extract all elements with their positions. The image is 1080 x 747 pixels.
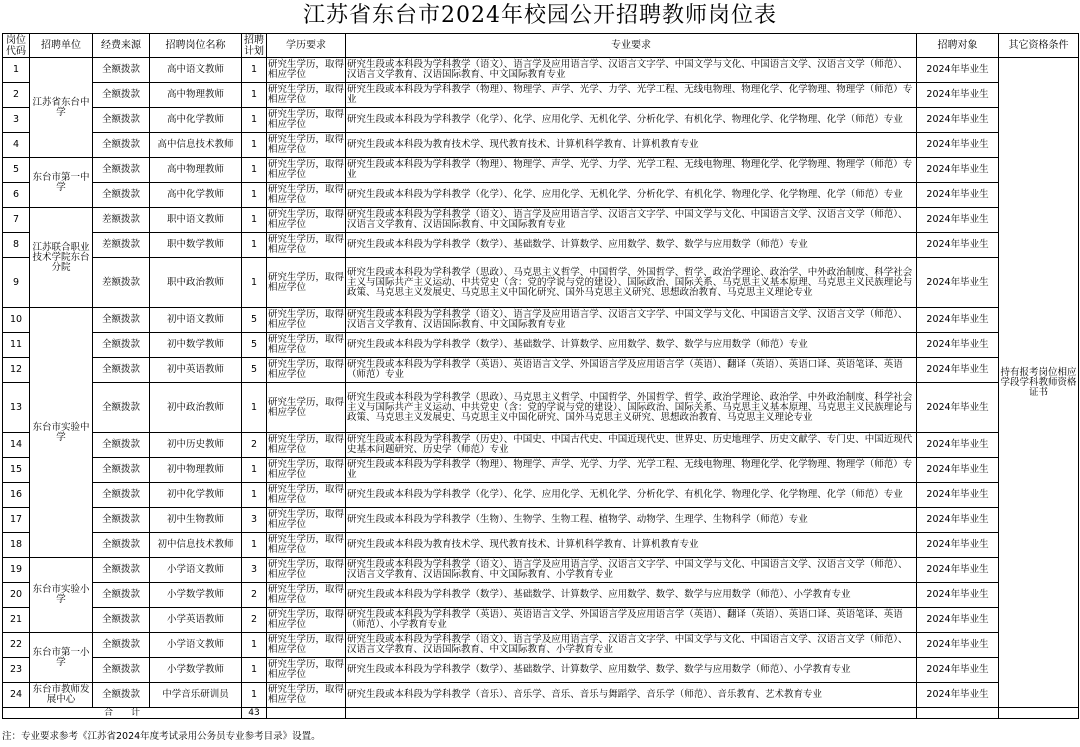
table-row [3,58,1079,83]
cell-post: 小学数学教师 [150,658,242,683]
cell-post: 小学语文教师 [150,633,242,658]
total-empty-edu [267,708,346,719]
table-row [3,633,1079,658]
cell-major: 研究生段或本科段为学科教学（语文）、语言学及应用语言学、汉语言文字学、中国文学与文化、中国语言文学、汉语言文学（师范）、汉语言文学教育、汉语国际教育、中文国际教育专业 [346,308,917,333]
cell-code: 11 [3,333,30,358]
cell-code: 20 [3,583,30,608]
cell-edu: 研究生学历，取得相应学位 [267,358,346,383]
table-row [3,358,1079,383]
cell-unit: 东台市教师发展中心 [30,683,93,708]
table-row [3,533,1079,558]
cell-post: 中学音乐研训员 [150,683,242,708]
header-plan: 招聘计划 [242,34,267,58]
cell-plan: 3 [242,558,267,583]
cell-edu: 研究生学历，取得相应学位 [267,233,346,258]
cell-code: 18 [3,533,30,558]
cell-major: 研究生段或本科段为学科教学（数学）、基础数学、计算数学、应用数学、数学、数学与应用数学（师范）专业 [346,333,917,358]
cell-fund: 全额拨款 [93,158,150,183]
table-row [3,208,1079,233]
cell-code: 23 [3,658,30,683]
cell-plan: 1 [242,158,267,183]
table-row [3,583,1079,608]
cell-unit: 东台市实验中学 [30,308,93,558]
footnote: 注：专业要求参考《江苏省2024年度考试录用公务员专业参考目录》设置。 [2,731,321,742]
cell-target: 2024年毕业生 [917,608,999,633]
cell-fund: 全额拨款 [93,308,150,333]
cell-post: 小学数学教师 [150,583,242,608]
cell-target: 2024年毕业生 [917,533,999,558]
total-label: 合 计 [3,708,242,719]
cell-fund: 差额拨款 [93,208,150,233]
cell-fund: 全额拨款 [93,483,150,508]
cell-code: 17 [3,508,30,533]
cell-target: 2024年毕业生 [917,233,999,258]
table-row [3,483,1079,508]
cell-plan: 1 [242,483,267,508]
total-empty-major [346,708,917,719]
cell-code: 13 [3,383,30,433]
cell-code: 12 [3,358,30,383]
cell-edu: 研究生学历，取得相应学位 [267,208,346,233]
cell-code: 21 [3,608,30,633]
cell-major: 研究生段或本科段为学科教学（音乐）、音乐学、音乐、音乐与舞蹈学、音乐学（师范）、音乐教育、艺术教育专业 [346,683,917,708]
cell-fund: 全额拨款 [93,658,150,683]
cell-edu: 研究生学历，取得相应学位 [267,83,346,108]
header-code: 岗位代码 [3,34,30,58]
cell-plan: 1 [242,683,267,708]
total-empty-other [999,708,1079,719]
recruitment-table [2,33,1079,719]
cell-post: 职中语文教师 [150,208,242,233]
cell-post: 高中信息技术教师 [150,133,242,158]
header-edu: 学历要求 [267,34,346,58]
cell-post: 职中政治教师 [150,258,242,308]
cell-plan: 1 [242,83,267,108]
cell-edu: 研究生学历，取得相应学位 [267,583,346,608]
cell-major: 研究生段或本科段为学科教学（历史）、中国史、中国古代史、中国近现代史、世界史、历史地理学、历史文献学、专门史、中国近现代史基本问题研究、历史学（师范）专业 [346,433,917,458]
cell-code: 6 [3,183,30,208]
cell-post: 职中数学教师 [150,233,242,258]
cell-target: 2024年毕业生 [917,333,999,358]
cell-plan: 1 [242,458,267,483]
cell-code: 15 [3,458,30,483]
cell-edu: 研究生学历，取得相应学位 [267,383,346,433]
cell-post: 初中化学教师 [150,483,242,508]
cell-edu: 研究生学历，取得相应学位 [267,333,346,358]
cell-target: 2024年毕业生 [917,433,999,458]
cell-fund: 全额拨款 [93,183,150,208]
header-target: 招聘对象 [917,34,999,58]
table-row [3,658,1079,683]
cell-plan: 1 [242,383,267,433]
cell-edu: 研究生学历，取得相应学位 [267,683,346,708]
cell-fund: 全额拨款 [93,333,150,358]
table-row [3,258,1079,308]
cell-post: 高中化学教师 [150,108,242,133]
cell-fund: 全额拨款 [93,83,150,108]
cell-code: 7 [3,208,30,233]
cell-edu: 研究生学历，取得相应学位 [267,608,346,633]
cell-post: 初中生物教师 [150,508,242,533]
cell-edu: 研究生学历，取得相应学位 [267,58,346,83]
cell-code: 8 [3,233,30,258]
cell-target: 2024年毕业生 [917,108,999,133]
cell-edu: 研究生学历，取得相应学位 [267,308,346,333]
cell-target: 2024年毕业生 [917,583,999,608]
total-empty-target [917,708,999,719]
cell-major: 研究生段或本科段为学科教学（数学）、基础数学、计算数学、应用数学、数学、数学与应用数学（师范）、小学教育专业 [346,658,917,683]
cell-plan: 1 [242,658,267,683]
cell-unit: 东台市实验小学 [30,558,93,633]
cell-plan: 3 [242,508,267,533]
cell-major: 研究生段或本科段为学科教学（语文）、语言学及应用语言学、汉语言文字学、中国文学与文化、中国语言文学、汉语言文学（师范）、汉语言文学教育、汉语国际教育、中文国际教育、小学教育专业 [346,633,917,658]
cell-post: 初中语文教师 [150,308,242,333]
cell-major: 研究生段或本科段为学科教学（英语）、英语语言文学、外国语言学及应用语言学（英语）、翻译（英语）、英语口译、英语笔译、英语（师范）专业 [346,358,917,383]
cell-code: 5 [3,158,30,183]
table-row [3,83,1079,108]
cell-major: 研究生段或本科段为学科教学（英语）、英语语言文学、外国语言学及应用语言学（英语）、翻译（英语）、英语口译、英语笔译、英语（师范）、小学教育专业 [346,608,917,633]
table-row [3,333,1079,358]
cell-post: 小学英语教师 [150,608,242,633]
cell-fund: 全额拨款 [93,608,150,633]
cell-plan: 1 [242,133,267,158]
cell-edu: 研究生学历，取得相应学位 [267,108,346,133]
cell-fund: 全额拨款 [93,133,150,158]
cell-edu: 研究生学历，取得相应学位 [267,433,346,458]
cell-code: 9 [3,258,30,308]
cell-post: 小学语文教师 [150,558,242,583]
cell-post: 初中历史教师 [150,433,242,458]
cell-major: 研究生段或本科段为学科教学（物理）、物理学、声学、光学、力学、光学工程、无线电物理、物理化学、化学物理、物理学（师范）专业 [346,458,917,483]
cell-other: 持有报考岗位相应学段学科教师资格证书 [999,58,1079,708]
cell-code: 4 [3,133,30,158]
cell-fund: 差额拨款 [93,258,150,308]
header-unit: 招聘单位 [30,34,93,58]
cell-major: 研究生段或本科段为学科教学（思政）、马克思主义哲学、中国哲学、外国哲学、哲学、政治学理论、政治学、中外政治制度、科学社会主义与国际共产主义运动、中共党史（含：党的学说与党的建设）、国际政治、国际关系、马克思主义基本原理、马克思主义民族理论与政策、马克思主义发展史、马克思主义中国化研究、国外马克思主义研究、思想政治教育、马克思主义理论专业 [346,383,917,433]
cell-code: 19 [3,558,30,583]
cell-post: 初中物理教师 [150,458,242,483]
cell-unit: 江苏联合职业技术学院东台分院 [30,208,93,308]
cell-plan: 1 [242,633,267,658]
header-major: 专业要求 [346,34,917,58]
cell-plan: 2 [242,608,267,633]
cell-major: 研究生段或本科段为学科教学（数学）、基础数学、计算数学、应用数学、数学、数学与应用数学（师范）、小学教育专业 [346,583,917,608]
table-row [3,183,1079,208]
cell-fund: 全额拨款 [93,558,150,583]
cell-edu: 研究生学历，取得相应学位 [267,533,346,558]
cell-code: 16 [3,483,30,508]
cell-plan: 1 [242,58,267,83]
cell-target: 2024年毕业生 [917,483,999,508]
cell-unit: 江苏省东台中学 [30,58,93,158]
cell-target: 2024年毕业生 [917,658,999,683]
cell-code: 14 [3,433,30,458]
cell-unit: 东台市第一中学 [30,158,93,208]
cell-plan: 5 [242,358,267,383]
cell-major: 研究生段或本科段为学科教学（化学）、化学、应用化学、无机化学、分析化学、有机化学、物理化学、化学物理、化学（师范）专业 [346,183,917,208]
cell-major: 研究生段或本科段为学科教学（语文）、语言学及应用语言学、汉语言文字学、中国文学与文化、中国语言文学、汉语言文学（师范）、汉语言文学教育、汉语国际教育、中文国际教育专业 [346,208,917,233]
cell-unit: 东台市第一小学 [30,633,93,683]
cell-major: 研究生段或本科段为学科教学（化学）、化学、应用化学、无机化学、分析化学、有机化学、物理化学、化学物理、化学（师范）专业 [346,108,917,133]
cell-edu: 研究生学历，取得相应学位 [267,158,346,183]
table-row [3,158,1079,183]
cell-fund: 全额拨款 [93,633,150,658]
total-value: 43 [242,708,267,719]
cell-fund: 全额拨款 [93,533,150,558]
cell-plan: 1 [242,233,267,258]
table-row [3,308,1079,333]
cell-target: 2024年毕业生 [917,508,999,533]
page-title: 江苏省东台市2024年校园公开招聘教师岗位表 [303,3,777,28]
table-row [3,458,1079,483]
cell-target: 2024年毕业生 [917,133,999,158]
cell-edu: 研究生学历，取得相应学位 [267,133,346,158]
cell-fund: 全额拨款 [93,358,150,383]
header-fund: 经费来源 [93,34,150,58]
table-row [3,133,1079,158]
cell-major: 研究生段或本科段为学科教学（数学）、基础数学、计算数学、应用数学、数学、数学与应用数学（师范）专业 [346,233,917,258]
cell-target: 2024年毕业生 [917,83,999,108]
cell-code: 22 [3,633,30,658]
table-row [3,383,1079,433]
cell-fund: 全额拨款 [93,458,150,483]
cell-edu: 研究生学历，取得相应学位 [267,658,346,683]
cell-plan: 1 [242,533,267,558]
cell-target: 2024年毕业生 [917,458,999,483]
cell-plan: 1 [242,108,267,133]
cell-fund: 全额拨款 [93,383,150,433]
cell-major: 研究生段或本科段为学科教学（化学）、化学、应用化学、无机化学、分析化学、有机化学、物理化学、化学物理、化学（师范）专业 [346,483,917,508]
cell-plan: 5 [242,308,267,333]
cell-post: 高中化学教师 [150,183,242,208]
cell-major: 研究生段或本科段为学科教学（物理）、物理学、声学、光学、力学、光学工程、无线电物理、物理化学、化学物理、物理学（师范）专业 [346,83,917,108]
cell-code: 10 [3,308,30,333]
cell-plan: 1 [242,258,267,308]
table-row [3,608,1079,633]
cell-fund: 全额拨款 [93,58,150,83]
cell-post: 初中数学教师 [150,333,242,358]
table-row [3,233,1079,258]
table-row [3,508,1079,533]
cell-plan: 1 [242,183,267,208]
cell-edu: 研究生学历，取得相应学位 [267,258,346,308]
cell-major: 研究生段或本科段为学科教学（语文）、语言学及应用语言学、汉语言文字学、中国文学与文化、中国语言文学、汉语言文学（师范）、汉语言文学教育、汉语国际教育、中文国际教育、小学教育专业 [346,558,917,583]
cell-edu: 研究生学历，取得相应学位 [267,508,346,533]
table-row [3,683,1079,708]
cell-target: 2024年毕业生 [917,558,999,583]
cell-target: 2024年毕业生 [917,683,999,708]
cell-post: 高中语文教师 [150,58,242,83]
cell-fund: 全额拨款 [93,433,150,458]
cell-fund: 差额拨款 [93,233,150,258]
cell-major: 研究生段或本科段为教育技术学、现代教育技术、计算机科学教育、计算机教育专业 [346,133,917,158]
cell-edu: 研究生学历，取得相应学位 [267,483,346,508]
cell-post: 初中英语教师 [150,358,242,383]
cell-edu: 研究生学历，取得相应学位 [267,633,346,658]
cell-fund: 全额拨款 [93,583,150,608]
cell-code: 3 [3,108,30,133]
cell-target: 2024年毕业生 [917,183,999,208]
table-row [3,433,1079,458]
cell-plan: 5 [242,333,267,358]
cell-major: 研究生段或本科段为学科教学（语文）、语言学及应用语言学、汉语言文字学、中国文学与文化、中国语言文学、汉语言文学（师范）、汉语言文学教育、汉语国际教育、中文国际教育专业 [346,58,917,83]
cell-fund: 全额拨款 [93,683,150,708]
cell-target: 2024年毕业生 [917,383,999,433]
cell-major: 研究生段或本科段为教育技术学、现代教育技术、计算机科学教育、计算机教育专业 [346,533,917,558]
total-row [3,708,1079,719]
cell-post: 初中信息技术教师 [150,533,242,558]
cell-edu: 研究生学历，取得相应学位 [267,458,346,483]
cell-fund: 全额拨款 [93,508,150,533]
cell-code: 2 [3,83,30,108]
cell-plan: 1 [242,208,267,233]
cell-major: 研究生段或本科段为学科教学（思政）、马克思主义哲学、中国哲学、外国哲学、哲学、政治学理论、政治学、中外政治制度、科学社会主义与国际共产主义运动、中共党史（含：党的学说与党的建设）、国际政治、国际关系、马克思主义基本原理、马克思主义民族理论与政策、马克思主义发展史、马克思主义中国化研究、国外马克思主义研究、思想政治教育、马克思主义理论专业 [346,258,917,308]
cell-plan: 2 [242,433,267,458]
cell-target: 2024年毕业生 [917,258,999,308]
cell-post: 高中物理教师 [150,158,242,183]
cell-code: 1 [3,58,30,83]
cell-post: 高中物理教师 [150,83,242,108]
cell-fund: 全额拨款 [93,108,150,133]
cell-post: 初中政治教师 [150,383,242,433]
table-row [3,108,1079,133]
cell-target: 2024年毕业生 [917,208,999,233]
cell-target: 2024年毕业生 [917,58,999,83]
header-row [3,34,1079,58]
cell-major: 研究生段或本科段为学科教学（物理）、物理学、声学、光学、力学、光学工程、无线电物理、物理化学、化学物理、物理学（师范）专业 [346,158,917,183]
cell-target: 2024年毕业生 [917,158,999,183]
cell-target: 2024年毕业生 [917,358,999,383]
cell-edu: 研究生学历，取得相应学位 [267,183,346,208]
cell-edu: 研究生学历，取得相应学位 [267,558,346,583]
header-post: 招聘岗位名称 [150,34,242,58]
cell-major: 研究生段或本科段为学科教学（生物）、生物学、生物工程、植物学、动物学、生理学、生物科学（师范）专业 [346,508,917,533]
cell-code: 24 [3,683,30,708]
cell-target: 2024年毕业生 [917,633,999,658]
cell-target: 2024年毕业生 [917,308,999,333]
cell-plan: 2 [242,583,267,608]
table-row [3,558,1079,583]
header-other: 其它资格条件 [999,34,1079,58]
